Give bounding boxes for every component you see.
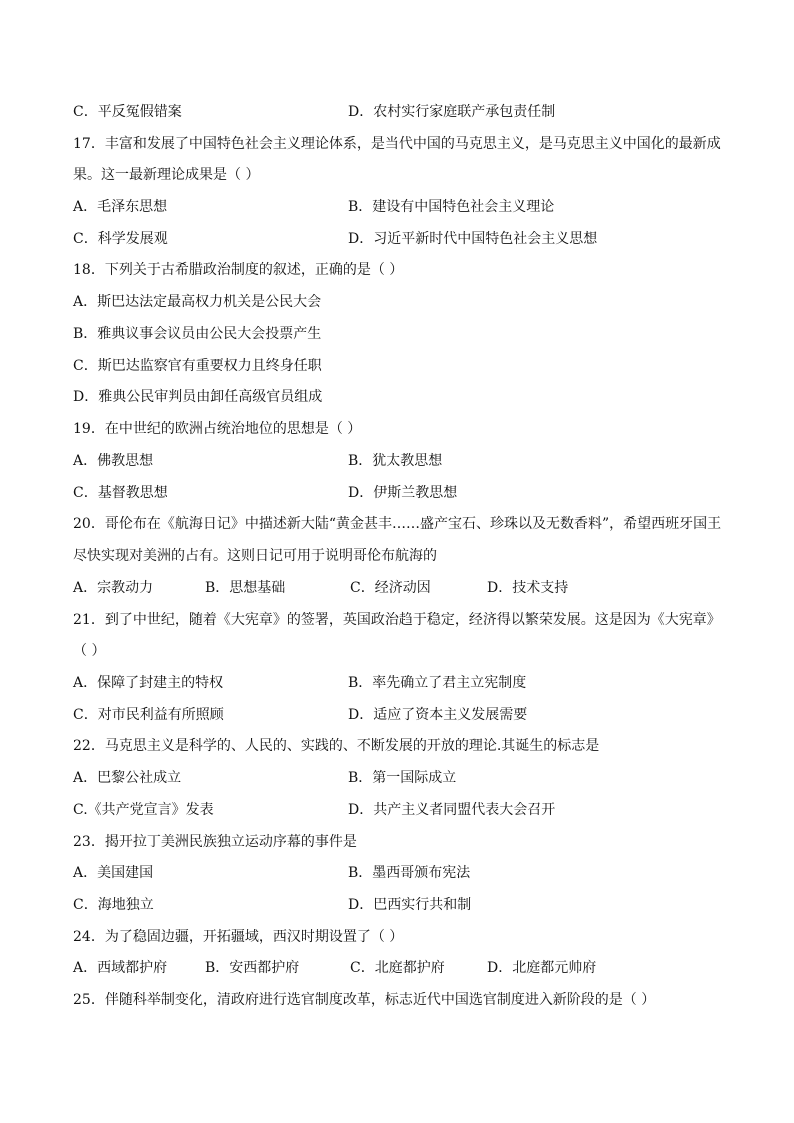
option-b: B．第一国际成立: [348, 770, 457, 786]
option-b: B．安西都护府: [205, 960, 300, 976]
option-row: [73, 767, 723, 789]
option-d: D．习近平新时代中国特色社会主义思想: [348, 231, 598, 247]
question-18-stem: 18．下列关于古希腊政治制度的叙述，正确的是（ ）: [73, 262, 404, 278]
option-b: B．建设有中国特色社会主义理论: [348, 199, 555, 215]
option-b: B．犹太教思想: [348, 453, 443, 469]
option-row: [73, 894, 723, 916]
option-c: C．平反冤假错案: [73, 104, 182, 120]
option-d: D．共产主义者同盟代表大会召开: [348, 802, 556, 818]
option-b: B．雅典议事会议员由公民大会投票产生: [73, 326, 322, 342]
option-d: D．技术支持: [487, 580, 569, 596]
option-row: [73, 101, 723, 123]
option-row: [73, 196, 723, 218]
question-21-stem: 21．到了中世纪，随着《大宪章》的签署，英国政治趋于稳定，经济得以繁荣发展。这是因为《大宪章》: [73, 612, 721, 628]
option-a: A．保障了封建主的特权: [73, 675, 224, 691]
question-25-stem: 25．伴随科举制变化，清政府进行选官制度改革，标志近代中国选官制度进入新阶段的是（ ）: [73, 992, 656, 1008]
option-a: A．巴黎公社成立: [73, 770, 182, 786]
option-row: [73, 799, 723, 821]
option-a: A．毛泽东思想: [73, 199, 168, 215]
option-d: D．农村实行家庭联产承包责任制: [348, 104, 556, 120]
option-a: A．美国建国: [73, 865, 154, 881]
question-20-stem: 20．哥伦布在《航海日记》中描述新大陆“黄金甚丰……盛产宝石、珍珠以及无数香料”，希望西班牙国王: [73, 516, 722, 532]
option-row: [73, 672, 723, 694]
option-d: D．北庭都元帅府: [487, 960, 597, 976]
option-c: C．海地独立: [73, 897, 154, 913]
question-17-stem-cont: 果。这一最新理论成果是（ ）: [73, 167, 260, 183]
option-row: [73, 704, 723, 726]
option-row: [73, 482, 723, 504]
option-d: D．巴西实行共和制: [348, 897, 472, 913]
option-b: B．墨西哥颁布宪法: [348, 865, 471, 881]
option-a: A．斯巴达法定最高权力机关是公民大会: [73, 294, 322, 310]
option-d: D．伊斯兰教思想: [348, 485, 458, 501]
option-c: C．经济动因: [350, 580, 431, 596]
question-22-stem: 22．马克思主义是科学的、人民的、实践的、不断发展的开放的理论.其诞生的标志是: [73, 738, 600, 754]
question-21-stem-cont: （ ）: [73, 643, 106, 659]
option-b: B．思想基础: [205, 580, 286, 596]
question-17-stem: 17．丰富和发展了中国特色社会主义理论体系，是当代中国的马克思主义，是马克思主义中国化的最新成: [73, 136, 721, 152]
option-a: A．佛教思想: [73, 453, 154, 469]
option-c: C．基督教思想: [73, 485, 168, 501]
option-row: [73, 862, 723, 884]
option-c: C．对市民利益有所照顾: [73, 707, 224, 723]
option-row: [73, 577, 723, 599]
option-c: C．科学发展观: [73, 231, 168, 247]
question-23-stem: 23．揭开拉丁美洲民族独立运动序幕的事件是: [73, 834, 357, 850]
question-19-stem: 19．在中世纪的欧洲占统治地位的思想是（ ）: [73, 421, 362, 437]
option-a: A．西域都护府: [73, 960, 168, 976]
option-row: [73, 450, 723, 472]
question-20-stem-cont: 尽快实现对美洲的占有。这则日记可用于说明哥伦布航海的: [73, 548, 437, 564]
option-c: C．北庭都护府: [350, 960, 445, 976]
option-c: C.《共产党宣言》发表: [73, 802, 214, 818]
option-b: B．率先确立了君主立宪制度: [348, 675, 527, 691]
option-d: D．适应了资本主义发展需要: [348, 707, 528, 723]
option-row: [73, 957, 723, 979]
option-d: D．雅典公民审判员由卸任高级官员组成: [73, 389, 323, 405]
option-row: [73, 228, 723, 250]
option-c: C．斯巴达监察官有重要权力且终身任职: [73, 358, 322, 374]
question-24-stem: 24．为了稳固边疆，开拓疆域，西汉时期设置了（ ）: [73, 929, 404, 945]
option-a: A．宗教动力: [73, 580, 154, 596]
